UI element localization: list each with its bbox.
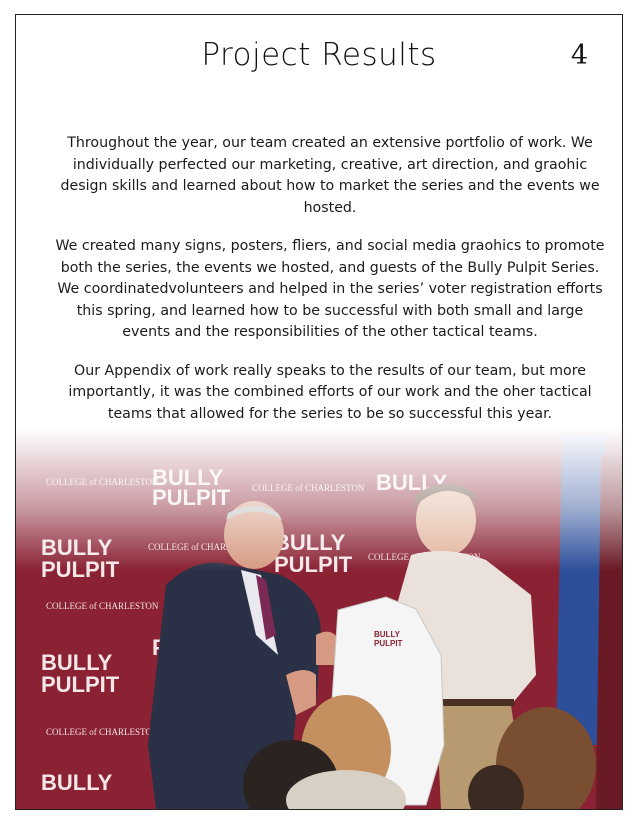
paragraph-3: Our Appendix of work really speaks to the results of our team, but more importantly, it was the combined efforts of our work and the oher tactical teams that allowed for the series to be so successful this year. (68, 362, 592, 422)
page-title: Project Results (201, 37, 437, 73)
page-number: 4 (570, 40, 588, 71)
paragraph-1: Throughout the year, our team created an extensive portfolio of work. We individually perfected our marketing, creative, art direction, and graohic design skills and learned about how to market the series and the events we hosted. (60, 135, 600, 216)
paragraph-2: We created many signs, posters, fliers, and social media graohics to promote both the series, the events we hosted, and guests of the Bully Pulpit Series. We coordinatedvolunteers and helped in the series’ voter registration efforts this spring, and learned how to be successful with both small and large events and the responsibilities of the other tactical teams. (55, 238, 605, 340)
document-page (15, 14, 623, 810)
body-text (52, 133, 608, 442)
